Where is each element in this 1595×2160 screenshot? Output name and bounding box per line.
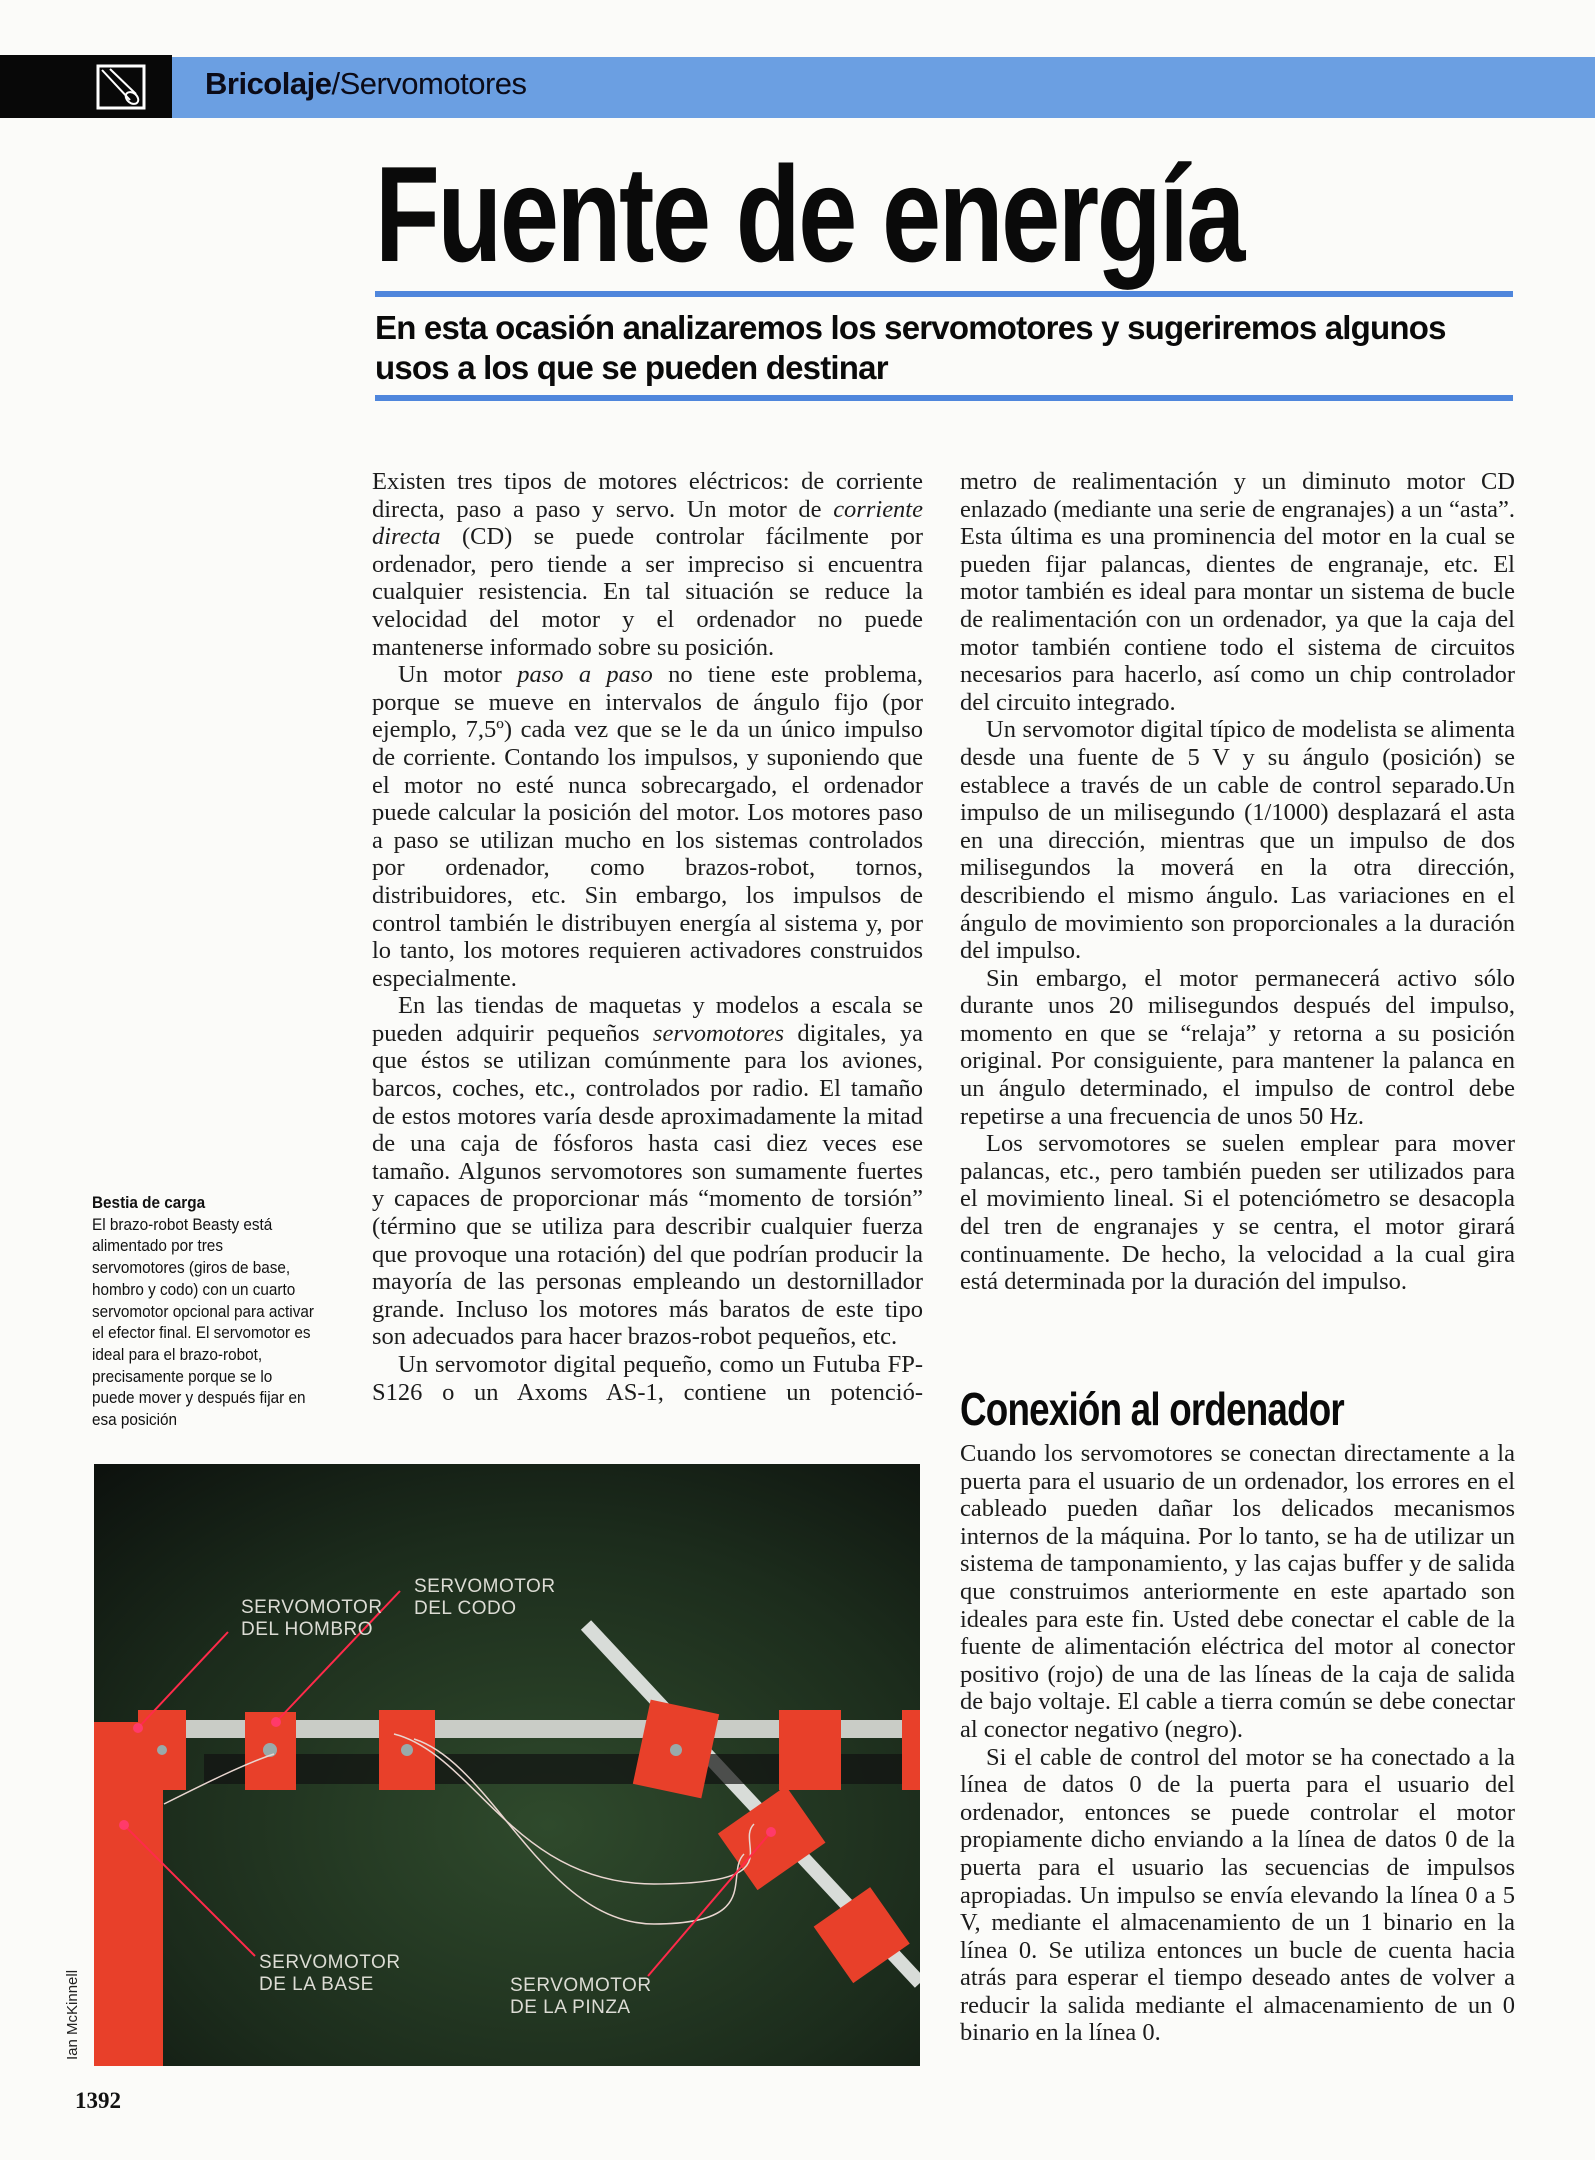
label-gripper-servo: SERVOMOTOR [510, 1975, 652, 1996]
right-column-top [960, 468, 1515, 1296]
photo-credit: Ian McKinnell [64, 1969, 81, 2060]
tools-icon [96, 64, 146, 110]
label-shoulder-servo-2: DEL HOMBRO [241, 1619, 374, 1640]
paragraph [372, 661, 923, 992]
label-shoulder-servo: SERVOMOTOR [241, 1597, 383, 1618]
section-breadcrumb [205, 66, 527, 102]
paragraph: metro de realimentación y un diminuto motor CD enlazado (mediante una serie de engranajes) a un “asta”. Esta última es una prominencia del motor en la cual se pueden fijar palancas, dientes de engranaje, etc. El motor también es ideal para montar un sistema de bucle de realimentación con un ordenador, ya que la caja del motor también contiene todo el sistema de circuitos necesarios para hacerlo, así como un chip controlador del circuito integrado. [960, 468, 1515, 716]
left-column [372, 468, 923, 1406]
text: En las tiendas de maquetas y modelos a escala se pueden adquirir pequeños [372, 992, 923, 1047]
page-title: Fuente de energía [375, 138, 1244, 290]
text: Un motor [398, 661, 518, 689]
subtitle-rule [375, 395, 1513, 401]
photo-caption [92, 1192, 317, 1431]
subsection-name: /Servomotores [331, 66, 527, 101]
italic-text: paso a paso [517, 661, 653, 689]
rail-block [779, 1710, 841, 1790]
caption-text: El brazo-robot Beasty está alimentado por tres servomotores (giros de base, hombro y codo) con un cuarto servomotor opcional para activar el efector final. El servomotor es ideal para el brazo-robot, precisamente porque se lo puede mover y después fijar en esa posición [92, 1214, 314, 1430]
paragraph [372, 468, 923, 661]
title-rule [375, 291, 1513, 297]
label-gripper-servo-2: DE LA PINZA [510, 1997, 631, 2018]
section-name: Bricolaje [205, 66, 332, 101]
header-black-block [0, 55, 172, 118]
paragraph [372, 992, 923, 1351]
robot-arm-photo [94, 1464, 920, 2066]
label-base-servo-2: DE LA BASE [259, 1974, 374, 1995]
text: digitales, ya que éstos se utilizan comúnmente para los aviones, barcos, coches, etc., controlados por radio. El tamaño de estos motores varía desde aproximadamente la mitad de una caja de fósforos hasta casi diez veces ese tamaño. Algunos servomotores son sumamente fuertes y capaces de proporcionar más “momento de torsión” (término que se utiliza para describir cualquier fuerza que provoque una rotación) del que podrían producir la mayoría de las personas empleando un destornillador grande. Incluso los motores más baratos de este tipo son adecuados para hacer brazos-robot pequeños, etc. [372, 1019, 923, 1351]
subtitle: En esta ocasión analizaremos los servomotores y sugeriremos algunos usos a los que se pueden destinar [375, 309, 1446, 386]
paragraph: Los servomotores se suelen emplear para mover palancas, etc., pero también pueden ser utilizados para el movimiento lineal. Si el potenciómetro se desacopla del tren de engranajes y se centra, el motor girará continuamente. De hecho, la velocidad a la cual gira está determinada por la duración del impulso. [960, 1130, 1515, 1296]
paragraph: Un servomotor digital pequeño, como un Futuba FP-S126 o un Axoms AS-1, contiene un potenció- [372, 1351, 923, 1406]
paragraph: Cuando los servomotores se conectan directamente a la puerta para el usuario de un ordenador, los errores en el cableado pueden dañar los delicados mecanismos internos de la máquina. Por lo tanto, se ha de utilizar un sistema de tamponamiento, y las cajas buffer y de salida que construimos anteriormente en este apartado son ideales para este fin. Usted debe conectar el cable de la fuente de alimentación eléctrica del motor al conector positivo (rojo) de una de las líneas de la caja de salida de bajo voltaje. El cable a tierra común se debe conectar al conector negativo (negro). [960, 1440, 1515, 1743]
label-elbow-servo: SERVOMOTOR [414, 1576, 556, 1597]
base-column [94, 1722, 163, 2066]
text: no tiene este problema, porque se mueve en intervalos de ángulo fijo (por ejemplo, 7,5º) cada vez que se le da un único impulso de corriente. Contando los impulsos, y suponiendo que el motor no esté nunca sobrecargado, el ordenador puede calcular la posición del motor. Los motores paso a paso se utilizan mucho en los sistemas controlados por ordenador, como brazos-robot, tornos, distribuidores, etc. Sin embargo, los impulsos de control también le distribuyen energía al sistema y, por lo tanto, los motores requieren activadores construidos especialmente. [372, 661, 923, 992]
paragraph: Sin embargo, el motor permanecerá activo sólo durante unos 20 milisegundos después del impulso, momento en que se “relaja” y retorna a su posición original. Por consiguiente, para mantener la palanca en un ángulo determinado, el impulso de control debe repetirse a una frecuencia de unos 50 Hz. [960, 964, 1515, 1130]
rail-block [902, 1710, 920, 1790]
section-heading: Conexión al ordenador [960, 1383, 1344, 1435]
text: (CD) se puede controlar fácilmente por ordenador, pero tiende a ser impreciso si encuentra cualquier resistencia. En tal situación se reduce la velocidad del motor y el ordenador no puede mantenerse informado sobre su posición. [372, 523, 923, 661]
paragraph: Un servomotor digital típico de modelista se alimenta desde una fuente de 5 V y su ángulo (posición) se establece a través de un cable de control separado.Un impulso de un milisegundo (1/1000) desplazará el asta en una dirección, mientras que un impulso de dos milisegundos la moverá en la otra dirección, describiendo el mismo ángulo. Las variaciones en el ángulo de movimiento son proporcionales a la duración del impulso. [960, 716, 1515, 965]
label-base-servo: SERVOMOTOR [259, 1952, 401, 1973]
italic-text: corriente directa [372, 495, 923, 551]
caption-title: Bestia de carga [92, 1193, 206, 1212]
label-elbow-servo-2: DEL CODO [414, 1598, 517, 1619]
text: Existen tres tipos de motores eléctricos: de corriente directa, paso a paso y servo. Un motor de [372, 468, 923, 523]
italic-text: servomotores [652, 1019, 785, 1047]
paragraph: Si el cable de control del motor se ha conectado a la línea de datos 0 de la puerta para el usuario del ordenador, entonces se puede controlar el motor propiamente dicho enviando a la línea de datos 0 de la puerta para el usuario las secuencias de impulsos apropiadas. Un impulso se envía elevando la línea 0 a 5 V, mediante el almacenamiento de un 1 binario en la línea 0. Se utiliza entonces un bucle de cuenta hacia atrás para esperar el tiempo deseado antes de volver a reducir la salida mediante el almacenamiento de un 0 binario en la línea 0. [960, 1743, 1515, 2047]
right-column-bottom [960, 1440, 1515, 2047]
page-number: 1392 [75, 2088, 121, 2113]
